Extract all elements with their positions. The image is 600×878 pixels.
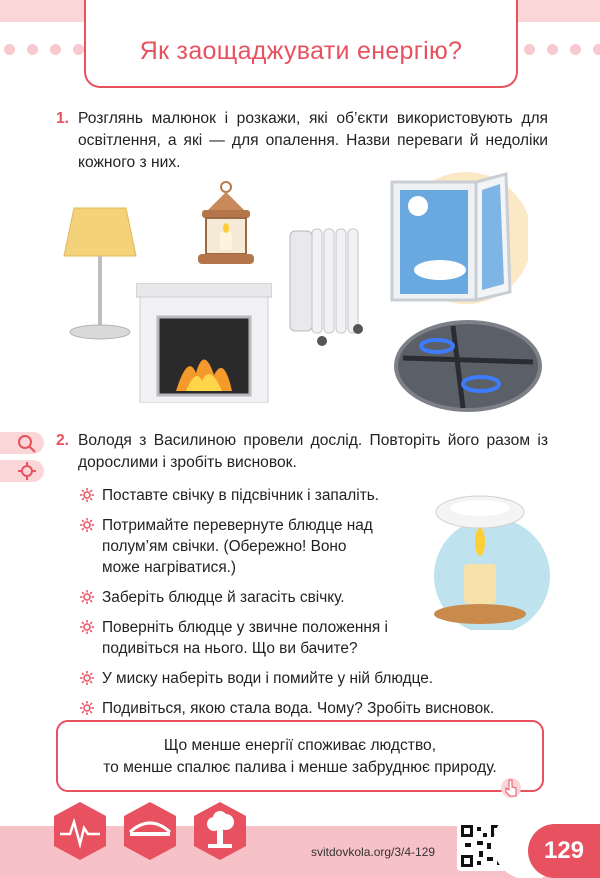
floor-lamp-image [60, 200, 140, 345]
sun-bullet-icon [80, 488, 94, 502]
note-line-2: то менше спалює палива і менше забруднює природу. [103, 759, 497, 776]
step-text: Подивіться, якою стала вода. Чому? Зробіть висновок. [102, 700, 495, 717]
page-title: Як заощаджувати енергію? [139, 37, 463, 65]
conclusion-note [56, 720, 544, 792]
sun-bullet-icon [80, 518, 94, 532]
step-text: Поставте свічку в підсвічник і запаліть. [102, 487, 380, 504]
bridge-hex-icon [122, 800, 178, 862]
heartbeat-hex-icon [52, 800, 108, 862]
sun-bullet-icon [80, 701, 94, 715]
task-1-text: Розглянь малюнок і розкажи, які об’єкти використовують для освітлення, а які — для опалення. Назви переваги й недоліки кожного з них. [78, 110, 548, 171]
list-item [80, 515, 380, 578]
list-item [80, 617, 415, 659]
title-box [84, 0, 518, 88]
step-text: У миску наберіть води і помийте у ній блюдце. [102, 670, 434, 687]
gas-stove-burner-image [393, 318, 543, 414]
task-1-number: 1. [56, 110, 70, 127]
sun-bullet-icon [80, 590, 94, 604]
task-2 [56, 430, 548, 474]
list-item [80, 668, 560, 689]
side-marker-experiment [0, 460, 44, 482]
decor-dots-left [4, 44, 84, 55]
note-line-1: Що менше енергії споживає людство, [163, 737, 437, 754]
oil-radiator-image [286, 225, 370, 349]
footer-url[interactable]: svitdovkola.org/3/4-129 [311, 845, 436, 859]
topic-icons [52, 800, 248, 862]
gear-icon [16, 461, 38, 481]
fireplace-image [136, 283, 272, 403]
step-text: Заберіть блюдце й загасіть свічку. [102, 589, 345, 606]
lantern-candle-image [188, 180, 264, 272]
list-item [80, 485, 560, 506]
page-number: 129 [528, 824, 600, 878]
step-text: Поверніть блюдце у звичне положення і подивіться на нього. Що ви бачите? [102, 619, 388, 657]
task-2-number: 2. [56, 432, 70, 449]
step-text: Потримайте перевернуте блюдце над полум’ям свічки. (Обережно! Воно може нагріватися.) [102, 517, 373, 576]
pointing-hand-icon [501, 776, 521, 800]
side-marker-search [0, 432, 44, 454]
explosion-hex-icon [192, 800, 248, 862]
decor-dots-right [524, 44, 600, 55]
sun-bullet-icon [80, 671, 94, 685]
list-item [80, 698, 560, 719]
steps-list [80, 485, 560, 728]
task-2-text: Володя з Василиною провели дослід. Повторіть його разом із дорослими і зробіть висновок. [78, 432, 548, 471]
list-item [80, 587, 560, 608]
sun-bullet-icon [80, 620, 94, 634]
window-sun-image [378, 160, 528, 310]
magnifier-icon [16, 433, 38, 453]
